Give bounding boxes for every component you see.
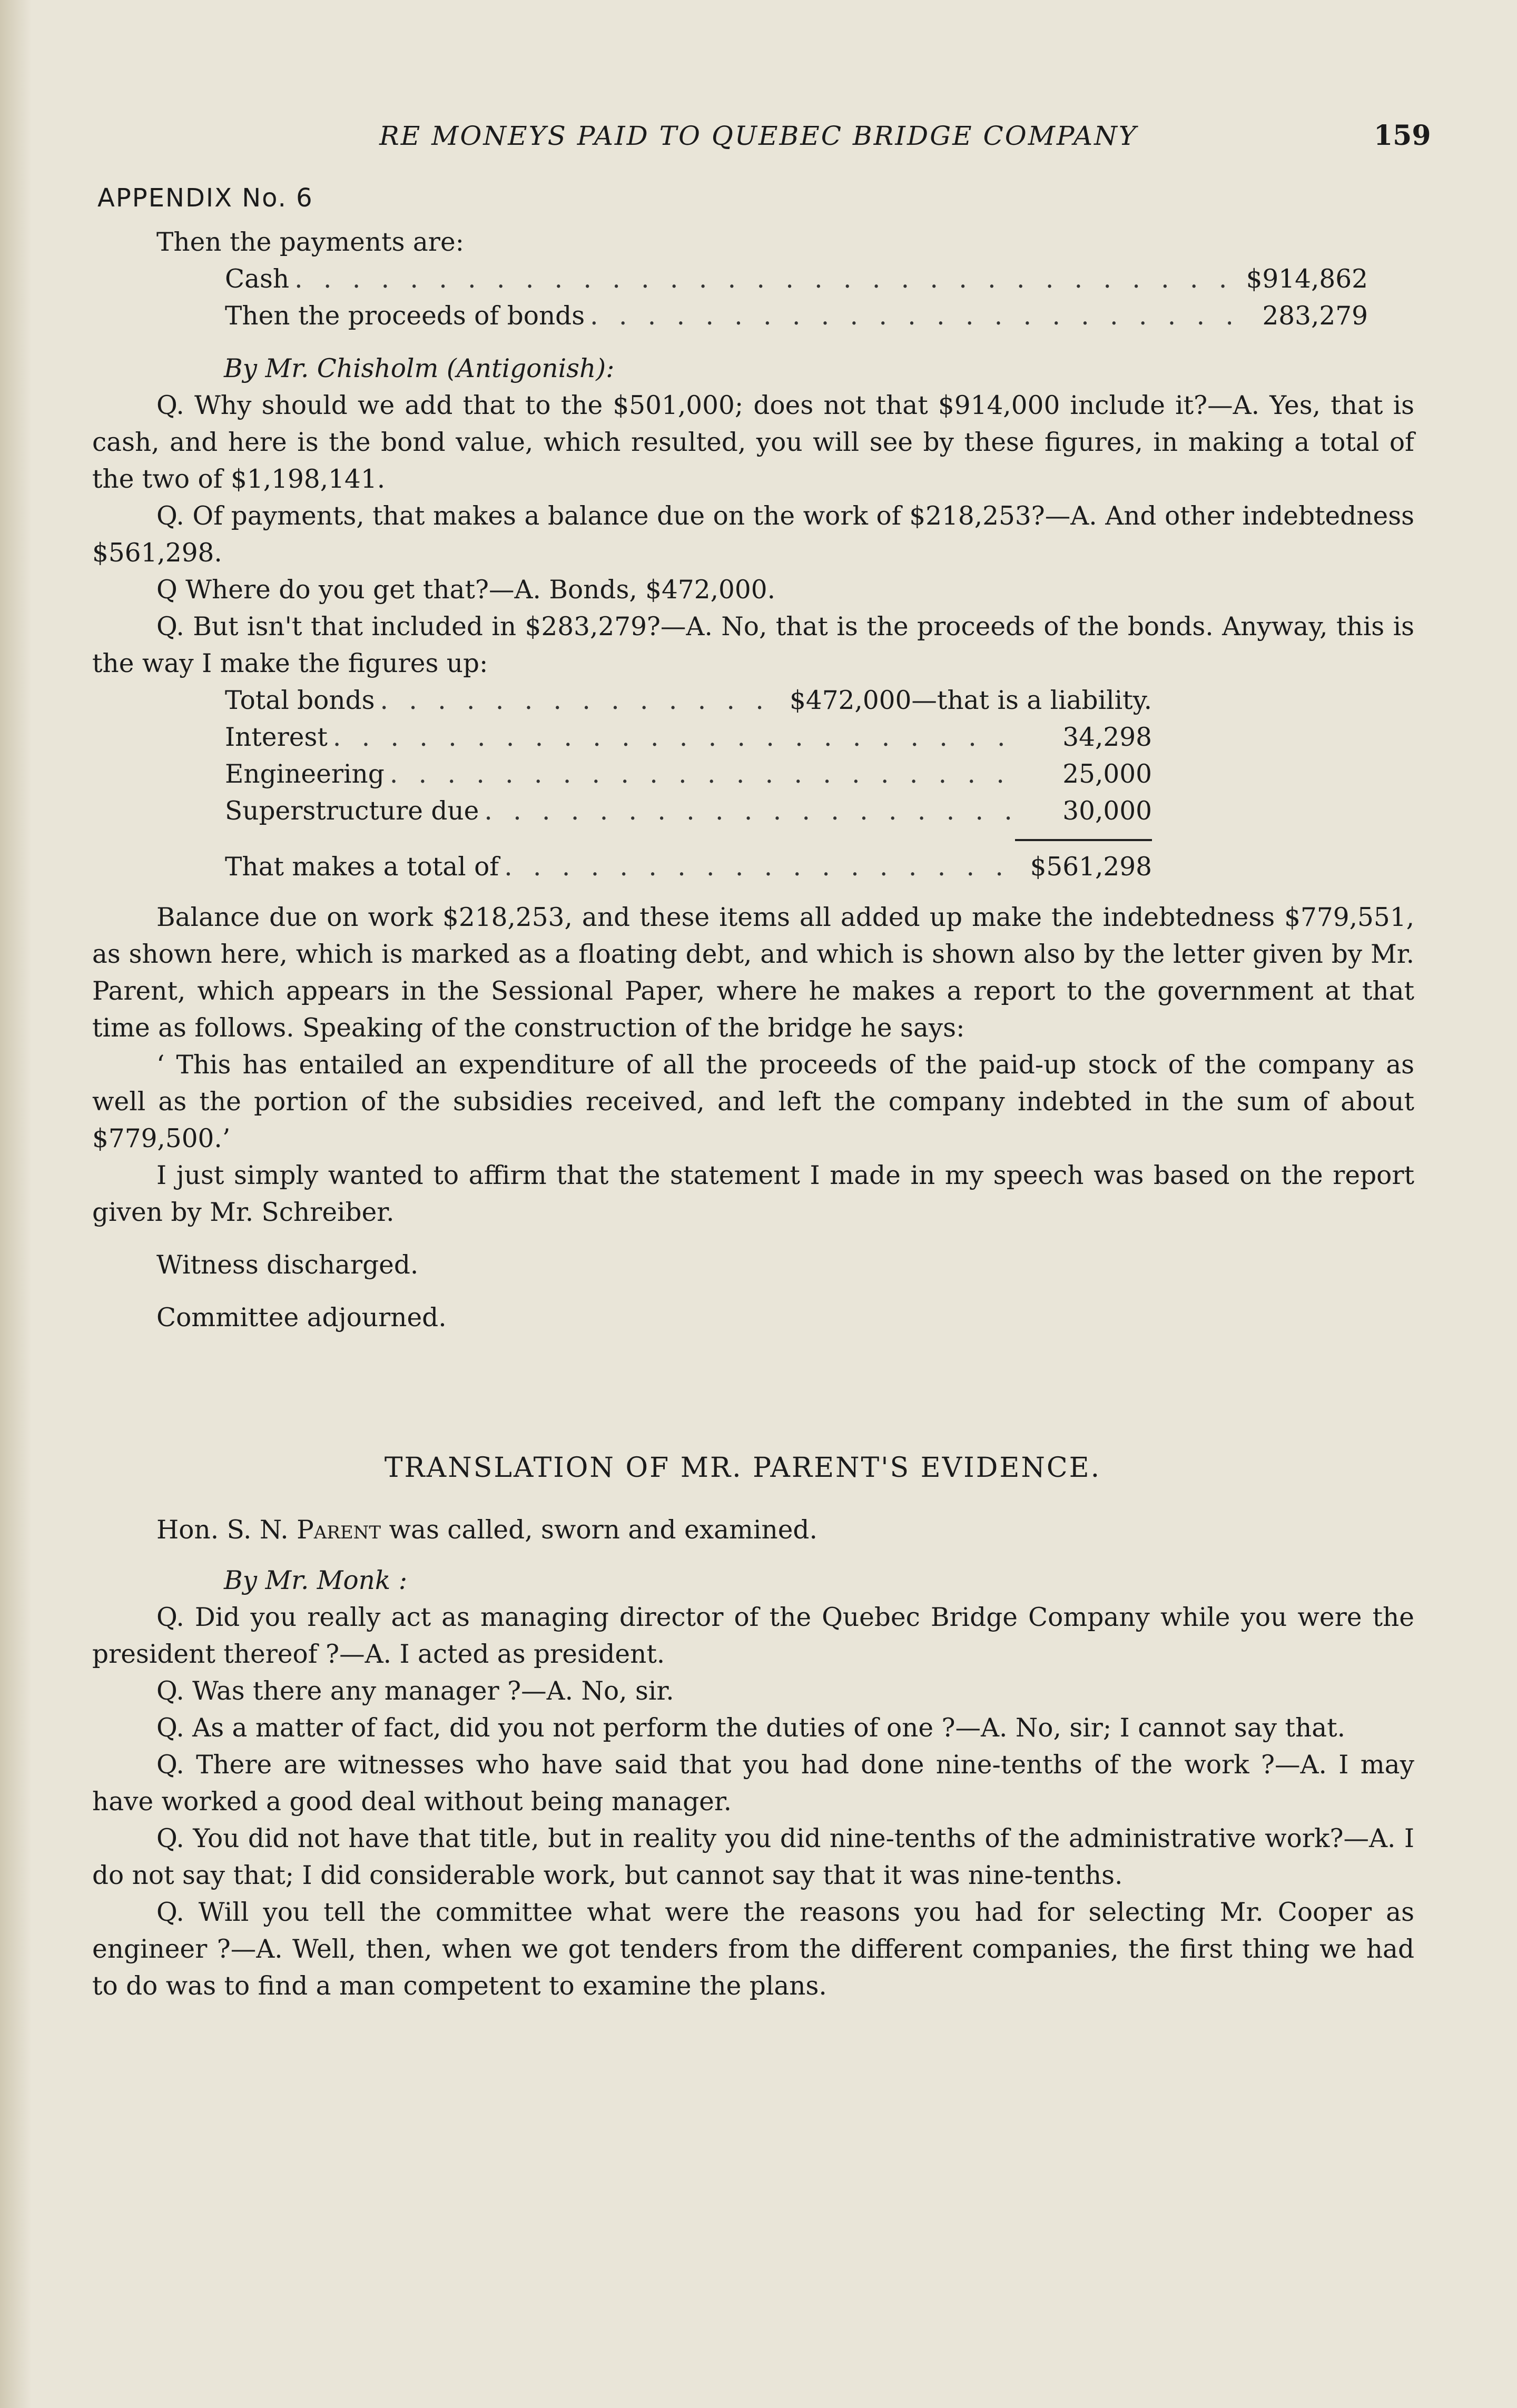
speaker-heading: By Mr. Chisholm (Antigonish): xyxy=(224,354,615,383)
witness-name: Parent xyxy=(297,1515,381,1545)
paragraph: Balance due on work $218,253, and these items all added up make the indebtedness $779,551, as shown here, which is marked as a floating debt, and which is shown also by the letter given by Mr. Parent, which appears in the Sessional Paper, where he makes a report to the government at that time as follows. Speaking of the construction of the bridge he says: xyxy=(92,903,1414,1043)
paragraph: Q. Did you really act as managing director of the Quebec Bridge Company while you were the president thereof ?—A. I acted as president. xyxy=(92,1603,1414,1669)
page-edge-shadow xyxy=(0,0,32,2408)
paragraph: Q. Why should we add that to the $501,000; does not that $914,000 include it?—A. Yes, that is cash, and here is the bond value, which resulted, you will see by these figures, in making a total of the two of $1,198,141. xyxy=(92,391,1414,494)
payment-row xyxy=(225,298,1368,334)
leader-dots xyxy=(585,298,1231,334)
called-pre: Hon. S. N. xyxy=(156,1515,297,1545)
paragraph: Q. Will you tell the committee what were the reasons you had for selecting Mr. Cooper as engineer ?—A. Well, then, when we got tenders from the different companies, the first thing we had to do was to find a man competent to examine the plans. xyxy=(92,1898,1414,2001)
figure-row xyxy=(225,719,1152,756)
section-title: TRANSLATION OF MR. PARENT'S EVIDENCE. xyxy=(384,1452,1101,1484)
paragraph: Q. You did not have that title, but in reality you did nine-tenths of the administrative work?—A. I do not say that; I did considerable work, but cannot say that it was nine-tenths. xyxy=(92,1824,1414,1890)
figure-label: Total bonds xyxy=(225,686,375,715)
document-body xyxy=(92,224,1414,2005)
figure-row xyxy=(225,682,1152,719)
payment-value: 283,279 xyxy=(1262,301,1368,331)
figure-note: —that is a liability. xyxy=(911,686,1152,715)
leader-dots xyxy=(375,682,775,719)
called-post: was called, sworn and examined. xyxy=(381,1515,817,1545)
figure-value: 25,000 xyxy=(1062,759,1152,789)
figure-value: $472,000 xyxy=(789,686,912,715)
payment-label: Cash xyxy=(225,264,290,294)
committee-adjourned: Committee adjourned. xyxy=(156,1303,447,1333)
appendix-label: APPENDIX No. 6 xyxy=(97,183,313,213)
figure-row xyxy=(225,756,1152,793)
figure-total-row xyxy=(225,848,1152,885)
paragraph: Q. But isn't that included in $283,279?—A. No, that is the proceeds of the bonds. Anyway, this is the way I make the figures up: xyxy=(92,612,1414,678)
payment-label: Then the proceeds of bonds xyxy=(225,301,585,331)
paragraph: Q Where do you get that?—A. Bonds, $472,000. xyxy=(156,575,776,605)
paragraph: Q. Of payments, that makes a balance due on the work of $218,253?—A. And other indebtedness $561,298. xyxy=(92,501,1414,568)
leader-dots xyxy=(499,848,1015,885)
paragraph: Q. There are witnesses who have said that you had done nine-tenths of the work ?—A. I may have worked a good deal without being manager. xyxy=(92,1750,1414,1817)
speaker-heading: By Mr. Monk : xyxy=(224,1566,408,1595)
running-head: RE MONEYS PAID TO QUEBEC BRIDGE COMPANY xyxy=(379,121,1138,151)
paragraph: I just simply wanted to affirm that the statement I made in my speech was based on the report given by Mr. Schreiber. xyxy=(92,1161,1414,1227)
figure-label: Interest xyxy=(225,723,328,752)
page-header xyxy=(0,115,1517,157)
figure-label: Engineering xyxy=(225,759,385,789)
sum-rule xyxy=(1015,839,1152,841)
paragraph: Q. As a matter of fact, did you not perform the duties of one ?—A. No, sir; I cannot say that. xyxy=(156,1713,1346,1743)
page-number: 159 xyxy=(1374,120,1431,152)
payment-row xyxy=(225,261,1368,298)
figure-total-value: $561,298 xyxy=(1030,852,1152,882)
leader-dots xyxy=(479,793,1015,830)
figure-value: 30,000 xyxy=(1062,796,1152,826)
paragraph: Q. Was there any manager ?—A. No, sir. xyxy=(156,1676,674,1706)
quotation: ‘ This has entailed an expenditure of all the proceeds of the paid-up stock of the company as well as the portion of the subsidies received, and left the company indebted in the sum of about $779,500.’ xyxy=(92,1050,1414,1153)
payment-value: $914,862 xyxy=(1246,264,1368,294)
leader-dots xyxy=(289,261,1231,298)
figure-value: 34,298 xyxy=(1062,723,1152,752)
figure-row xyxy=(225,793,1152,830)
payments-intro: Then the payments are: xyxy=(156,228,465,257)
witness-discharged: Witness discharged. xyxy=(156,1250,419,1280)
figure-total-label: That makes a total of xyxy=(225,852,499,882)
called-line xyxy=(92,1512,1414,1548)
figure-label: Superstructure due xyxy=(225,796,479,826)
leader-dots xyxy=(328,719,1015,756)
leader-dots xyxy=(385,756,1015,793)
